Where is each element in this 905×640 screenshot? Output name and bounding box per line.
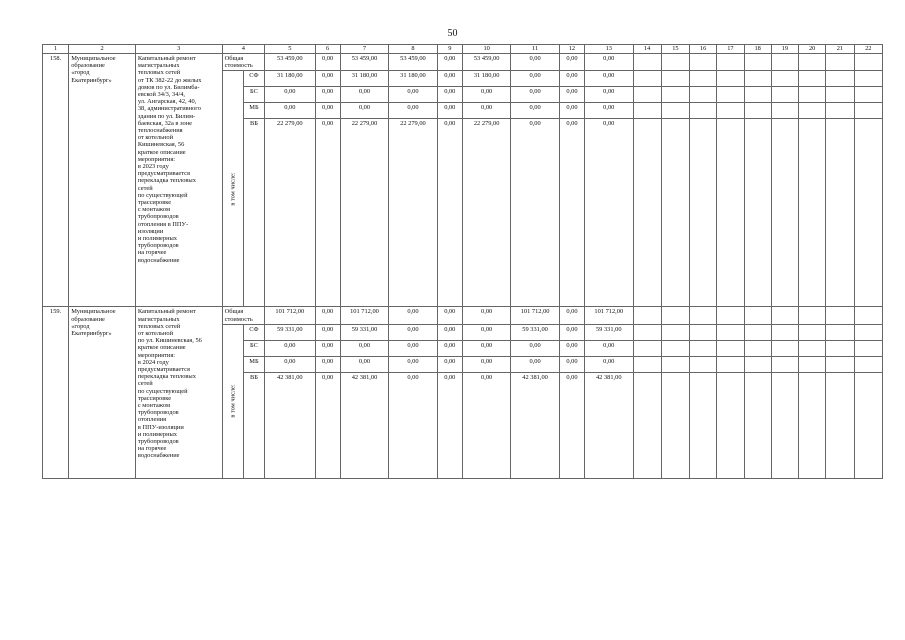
empty-cell [744,340,771,356]
empty-cell [633,103,661,119]
empty-cell [633,119,661,307]
empty-cell [771,307,798,324]
value-cell: 0,00 [462,87,510,103]
value-cell: 0,00 [585,119,633,307]
empty-cell [799,307,826,324]
empty-cell [799,340,826,356]
empty-cell [799,324,826,340]
col-header: 15 [661,45,689,54]
col-header: 19 [771,45,798,54]
empty-cell [717,340,744,356]
value-cell: 0,00 [265,340,315,356]
value-cell: 0,00 [511,340,559,356]
empty-cell [690,340,717,356]
value-cell: 0,00 [559,356,584,372]
empty-cell [633,54,661,71]
funding-source: ВБ [243,119,264,307]
table-row [43,307,883,324]
including-label: в том числе: [229,172,237,206]
value-cell: 0,00 [315,54,340,71]
value-cell: 0,00 [389,103,437,119]
empty-cell [826,356,854,372]
empty-cell [826,372,854,478]
organization-cell: Муниципальное образование «город Екатеринбург» [69,307,136,478]
empty-cell [771,103,798,119]
value-cell: 31 180,00 [389,71,437,87]
including-label-cell [222,324,243,478]
value-cell: 0,00 [437,356,462,372]
value-cell: 0,00 [559,87,584,103]
value-cell: 22 279,00 [389,119,437,307]
col-header: 1 [43,45,69,54]
value-cell: 42 381,00 [340,372,388,478]
value-cell: 0,00 [559,307,584,324]
value-cell: 0,00 [437,324,462,340]
value-cell: 0,00 [585,356,633,372]
empty-cell [690,372,717,478]
empty-cell [661,340,689,356]
empty-cell [826,119,854,307]
value-cell: 101 712,00 [340,307,388,324]
value-cell: 0,00 [437,103,462,119]
funding-source: ВБ [243,372,264,478]
value-cell: 53 459,00 [265,54,315,71]
value-cell: 0,00 [559,372,584,478]
col-header: 3 [135,45,222,54]
value-cell: 42 381,00 [265,372,315,478]
value-cell: 59 331,00 [585,324,633,340]
value-cell: 59 331,00 [340,324,388,340]
program-table [42,44,883,479]
empty-cell [799,87,826,103]
empty-cell [854,119,882,307]
value-cell: 0,00 [315,119,340,307]
value-cell: 0,00 [265,87,315,103]
empty-cell [854,103,882,119]
empty-cell [854,356,882,372]
value-cell: 0,00 [559,54,584,71]
value-cell: 0,00 [389,340,437,356]
value-cell: 0,00 [315,307,340,324]
empty-cell [633,372,661,478]
value-cell: 31 180,00 [462,71,510,87]
value-cell: 101 712,00 [585,307,633,324]
total-cost-label: Общая стоимость [222,54,264,71]
empty-cell [799,119,826,307]
value-cell: 0,00 [340,87,388,103]
value-cell: 0,00 [585,71,633,87]
value-cell: 0,00 [315,356,340,372]
empty-cell [854,324,882,340]
empty-cell [744,372,771,478]
value-cell: 53 459,00 [389,54,437,71]
empty-cell [744,71,771,87]
value-cell: 22 279,00 [462,119,510,307]
value-cell: 22 279,00 [340,119,388,307]
empty-cell [854,71,882,87]
page-number: 50 [447,28,458,39]
col-header: 12 [559,45,584,54]
value-cell: 0,00 [265,356,315,372]
value-cell: 0,00 [389,87,437,103]
value-cell: 0,00 [340,103,388,119]
value-cell: 31 180,00 [340,71,388,87]
empty-cell [717,71,744,87]
empty-cell [717,324,744,340]
empty-cell [799,372,826,478]
value-cell: 0,00 [462,307,510,324]
value-cell: 0,00 [585,87,633,103]
organization-cell: Муниципальное образование «город Екатеринбург» [69,54,136,307]
empty-cell [690,54,717,71]
empty-cell [771,71,798,87]
empty-cell [744,103,771,119]
empty-cell [799,71,826,87]
empty-cell [661,71,689,87]
empty-cell [690,71,717,87]
empty-cell [771,372,798,478]
col-header: 5 [265,45,315,54]
empty-cell [799,356,826,372]
col-header: 4 [222,45,264,54]
description-cell: Капитальный ремонт магистральных тепловых сетей от котельной по ул. Кишиневская, 56 краткое описание мероприятия: в 2024 году предусматривается перекладка тепловых сетей по существующей трассировке с монтажом трубопроводов отопления в ППУ-изоляции и полимерных трубопроводов на горячее водоснабжение [135,307,222,478]
col-header: 2 [69,45,136,54]
value-cell: 0,00 [585,103,633,119]
empty-cell [690,103,717,119]
value-cell: 0,00 [340,340,388,356]
empty-cell [826,307,854,324]
value-cell: 53 459,00 [340,54,388,71]
empty-cell [744,87,771,103]
description-cell: Капитальный ремонт магистральных тепловых сетей от ТК 382-22 до жилых домов по ул. Билимба- евской 34/3, 34/4, ул. Ангарская, 42, 40, 38, административного здания по ул. Билим- баевская, 32а в зоне теплоснабжения от котельной Кишиневская, 56 краткое описание мероприятия: в 2023 году предусматривается перекладка тепловых сетей по существующей трассировке с монтажом трубопроводов отопления в ППУ- изоляции и полимерных трубопроводов на горячее водоснабжение [135,54,222,307]
value-cell: 0,00 [437,307,462,324]
empty-cell [826,103,854,119]
value-cell: 0,00 [462,356,510,372]
empty-cell [717,54,744,71]
col-header: 21 [826,45,854,54]
value-cell: 0,00 [315,340,340,356]
value-cell: 0,00 [315,324,340,340]
funding-source: СФ [243,324,264,340]
value-cell: 0,00 [559,103,584,119]
empty-cell [690,356,717,372]
empty-cell [799,54,826,71]
empty-cell [661,324,689,340]
col-header: 9 [437,45,462,54]
empty-cell [661,372,689,478]
col-header: 6 [315,45,340,54]
empty-cell [633,307,661,324]
value-cell: 0,00 [389,307,437,324]
empty-cell [717,87,744,103]
value-cell: 0,00 [315,71,340,87]
empty-cell [771,87,798,103]
empty-cell [826,54,854,71]
empty-cell [717,356,744,372]
col-header: 18 [744,45,771,54]
empty-cell [690,307,717,324]
value-cell: 0,00 [511,54,559,71]
empty-cell [633,356,661,372]
value-cell: 0,00 [462,340,510,356]
empty-cell [744,324,771,340]
empty-cell [771,54,798,71]
value-cell: 0,00 [437,71,462,87]
empty-cell [771,340,798,356]
value-cell: 0,00 [585,340,633,356]
empty-cell [633,324,661,340]
value-cell: 0,00 [389,324,437,340]
empty-cell [717,103,744,119]
empty-cell [744,54,771,71]
empty-cell [826,340,854,356]
value-cell: 0,00 [462,103,510,119]
empty-cell [744,356,771,372]
col-header: 10 [462,45,510,54]
empty-cell [854,54,882,71]
empty-cell [799,103,826,119]
empty-cell [826,87,854,103]
value-cell: 0,00 [437,119,462,307]
funding-source: БС [243,87,264,103]
empty-cell [690,87,717,103]
value-cell: 0,00 [437,372,462,478]
empty-cell [661,103,689,119]
value-cell: 59 331,00 [511,324,559,340]
funding-source: МБ [243,103,264,119]
value-cell: 0,00 [559,324,584,340]
empty-cell [854,372,882,478]
funding-source: МБ [243,356,264,372]
value-cell: 59 331,00 [265,324,315,340]
record-number: 158. [43,54,69,307]
value-cell: 101 712,00 [265,307,315,324]
col-header: 14 [633,45,661,54]
value-cell: 0,00 [437,87,462,103]
empty-cell [744,119,771,307]
value-cell: 42 381,00 [585,372,633,478]
value-cell: 0,00 [340,356,388,372]
value-cell: 0,00 [315,103,340,119]
including-label-cell [222,71,243,307]
empty-cell [633,71,661,87]
value-cell: 53 459,00 [462,54,510,71]
empty-cell [771,324,798,340]
empty-cell [661,356,689,372]
value-cell: 0,00 [559,71,584,87]
empty-cell [661,87,689,103]
empty-cell [826,324,854,340]
funding-source: БС [243,340,264,356]
value-cell: 22 279,00 [265,119,315,307]
value-cell: 0,00 [511,87,559,103]
empty-cell [661,119,689,307]
value-cell: 0,00 [511,356,559,372]
total-cost-label: Общая стоимость [222,307,264,324]
value-cell: 0,00 [437,340,462,356]
empty-cell [826,71,854,87]
empty-cell [661,307,689,324]
value-cell: 0,00 [559,119,584,307]
table-row [43,54,883,71]
value-cell: 0,00 [265,103,315,119]
empty-cell [854,87,882,103]
empty-cell [771,356,798,372]
empty-cell [854,307,882,324]
column-number-row [43,45,883,54]
empty-cell [661,54,689,71]
col-header: 16 [690,45,717,54]
value-cell: 42 381,00 [511,372,559,478]
col-header: 13 [585,45,633,54]
value-cell: 0,00 [389,356,437,372]
value-cell: 0,00 [585,54,633,71]
including-label: в том числе: [229,384,237,418]
value-cell: 0,00 [462,372,510,478]
empty-cell [717,372,744,478]
value-cell: 0,00 [389,372,437,478]
value-cell: 0,00 [511,103,559,119]
empty-cell [690,119,717,307]
empty-cell [744,307,771,324]
empty-cell [854,340,882,356]
value-cell: 0,00 [511,119,559,307]
funding-source: СФ [243,71,264,87]
empty-cell [717,307,744,324]
col-header: 7 [340,45,388,54]
value-cell: 0,00 [315,87,340,103]
col-header: 8 [389,45,437,54]
value-cell: 0,00 [559,340,584,356]
value-cell: 101 712,00 [511,307,559,324]
value-cell: 0,00 [462,324,510,340]
record-number: 159. [43,307,69,478]
col-header: 17 [717,45,744,54]
value-cell: 0,00 [315,372,340,478]
empty-cell [690,324,717,340]
empty-cell [633,87,661,103]
value-cell: 0,00 [437,54,462,71]
empty-cell [771,119,798,307]
col-header: 20 [799,45,826,54]
empty-cell [717,119,744,307]
col-header: 11 [511,45,559,54]
empty-cell [633,340,661,356]
value-cell: 0,00 [511,71,559,87]
value-cell: 31 180,00 [265,71,315,87]
col-header: 22 [854,45,882,54]
